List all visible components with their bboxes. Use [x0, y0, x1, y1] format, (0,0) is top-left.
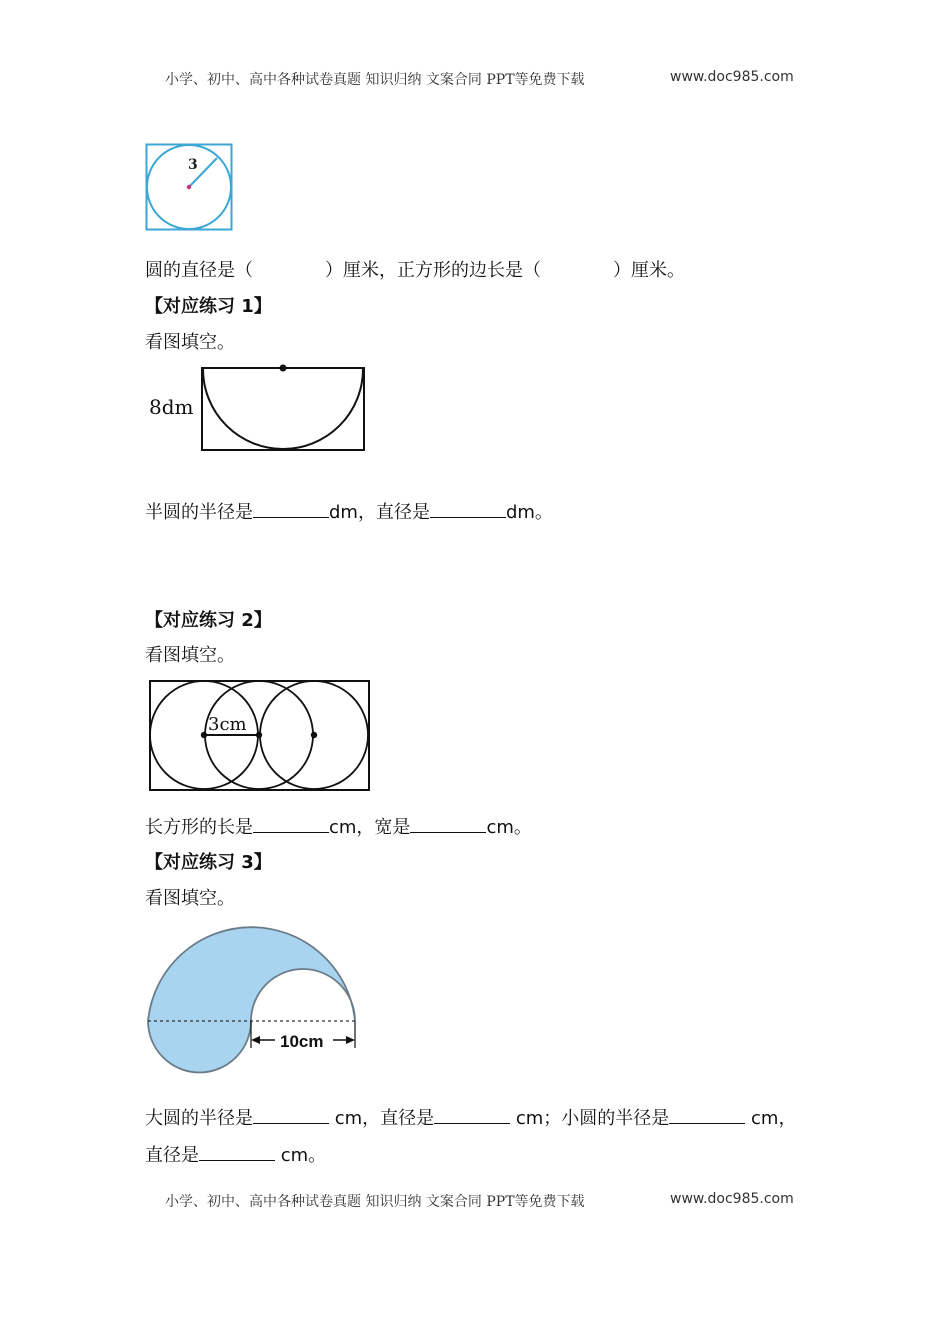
radius-label: 3 [188, 157, 198, 173]
semicircle-arc [203, 369, 363, 449]
header-text: 小学、初中、高中各种试卷真题 知识归纳 文案合同 PPT等免费下载 [165, 72, 585, 88]
ex3-q-part4: cm， [745, 1108, 797, 1129]
ex3-q-part6: cm。 [275, 1145, 327, 1166]
ex1-q-part1: 半圆的半径是 [145, 502, 253, 523]
ex2-q-part1: 长方形的长是 [145, 817, 253, 838]
height-label: 8dm [149, 395, 194, 419]
answer-blank[interactable] [669, 1105, 745, 1124]
ex1-q-part2: dm，直径是 [329, 502, 430, 523]
shaded-shape [148, 927, 355, 1072]
ex3-question-line2 [145, 1141, 326, 1167]
ex3-q-part5: 直径是 [145, 1145, 199, 1166]
rectangle [202, 368, 364, 450]
ex2-instruction: 看图填空。 [145, 645, 235, 666]
ex1-q-part3: dm。 [505, 502, 553, 523]
ex2-question [145, 813, 532, 839]
center-dot [311, 732, 317, 738]
center-dot [187, 185, 191, 189]
answer-blank[interactable] [253, 1105, 329, 1124]
ex1-title: 【对应练习 1】 [145, 296, 272, 317]
answer-blank[interactable] [253, 814, 329, 833]
ex2-title: 【对应练习 2】 [145, 610, 272, 631]
ex2-q-part3: cm。 [486, 817, 532, 838]
ex1-instruction: 看图填空。 [145, 332, 235, 353]
arrow-right [346, 1036, 355, 1044]
ex1-question [145, 498, 553, 524]
footer-site: www.doc985.com [670, 1191, 794, 1207]
header-site: www.doc985.com [670, 69, 794, 85]
diameter-label: 10cm [280, 1032, 324, 1051]
semicircle-figure [145, 360, 370, 455]
answer-blank[interactable] [410, 814, 486, 833]
ex3-q-part3: cm；小圆的半径是 [510, 1108, 670, 1129]
answer-blank[interactable] [199, 1142, 275, 1161]
example-question [145, 256, 685, 282]
page-header [165, 69, 805, 89]
ex3-instruction: 看图填空。 [145, 888, 235, 909]
three-circles-figure [148, 678, 373, 793]
center-dot [201, 732, 207, 738]
answer-blank[interactable] [253, 499, 329, 518]
ex3-question-line1 [145, 1104, 796, 1130]
example-q-part1: 圆的直径是（ [145, 260, 253, 281]
ex3-q-part2: cm，直径是 [329, 1108, 435, 1129]
page-footer [165, 1191, 805, 1211]
radius-label: 3cm [208, 714, 247, 735]
ex3-q-part1: 大圆的半径是 [145, 1108, 253, 1129]
example-q-part3: ）厘米。 [613, 260, 685, 281]
answer-blank[interactable] [434, 1105, 510, 1124]
center-dot [256, 732, 262, 738]
example-q-part2: ）厘米，正方形的边长是（ [325, 260, 541, 281]
ex3-title: 【对应练习 3】 [145, 852, 272, 873]
answer-blank[interactable] [430, 499, 506, 518]
ex2-q-part2: cm，宽是 [329, 817, 411, 838]
footer-text: 小学、初中、高中各种试卷真题 知识归纳 文案合同 PPT等免费下载 [165, 1194, 585, 1210]
arrow-left [251, 1036, 260, 1044]
center-dot [280, 365, 287, 372]
circle-in-square-figure [145, 143, 233, 231]
crescent-figure [145, 915, 360, 1075]
